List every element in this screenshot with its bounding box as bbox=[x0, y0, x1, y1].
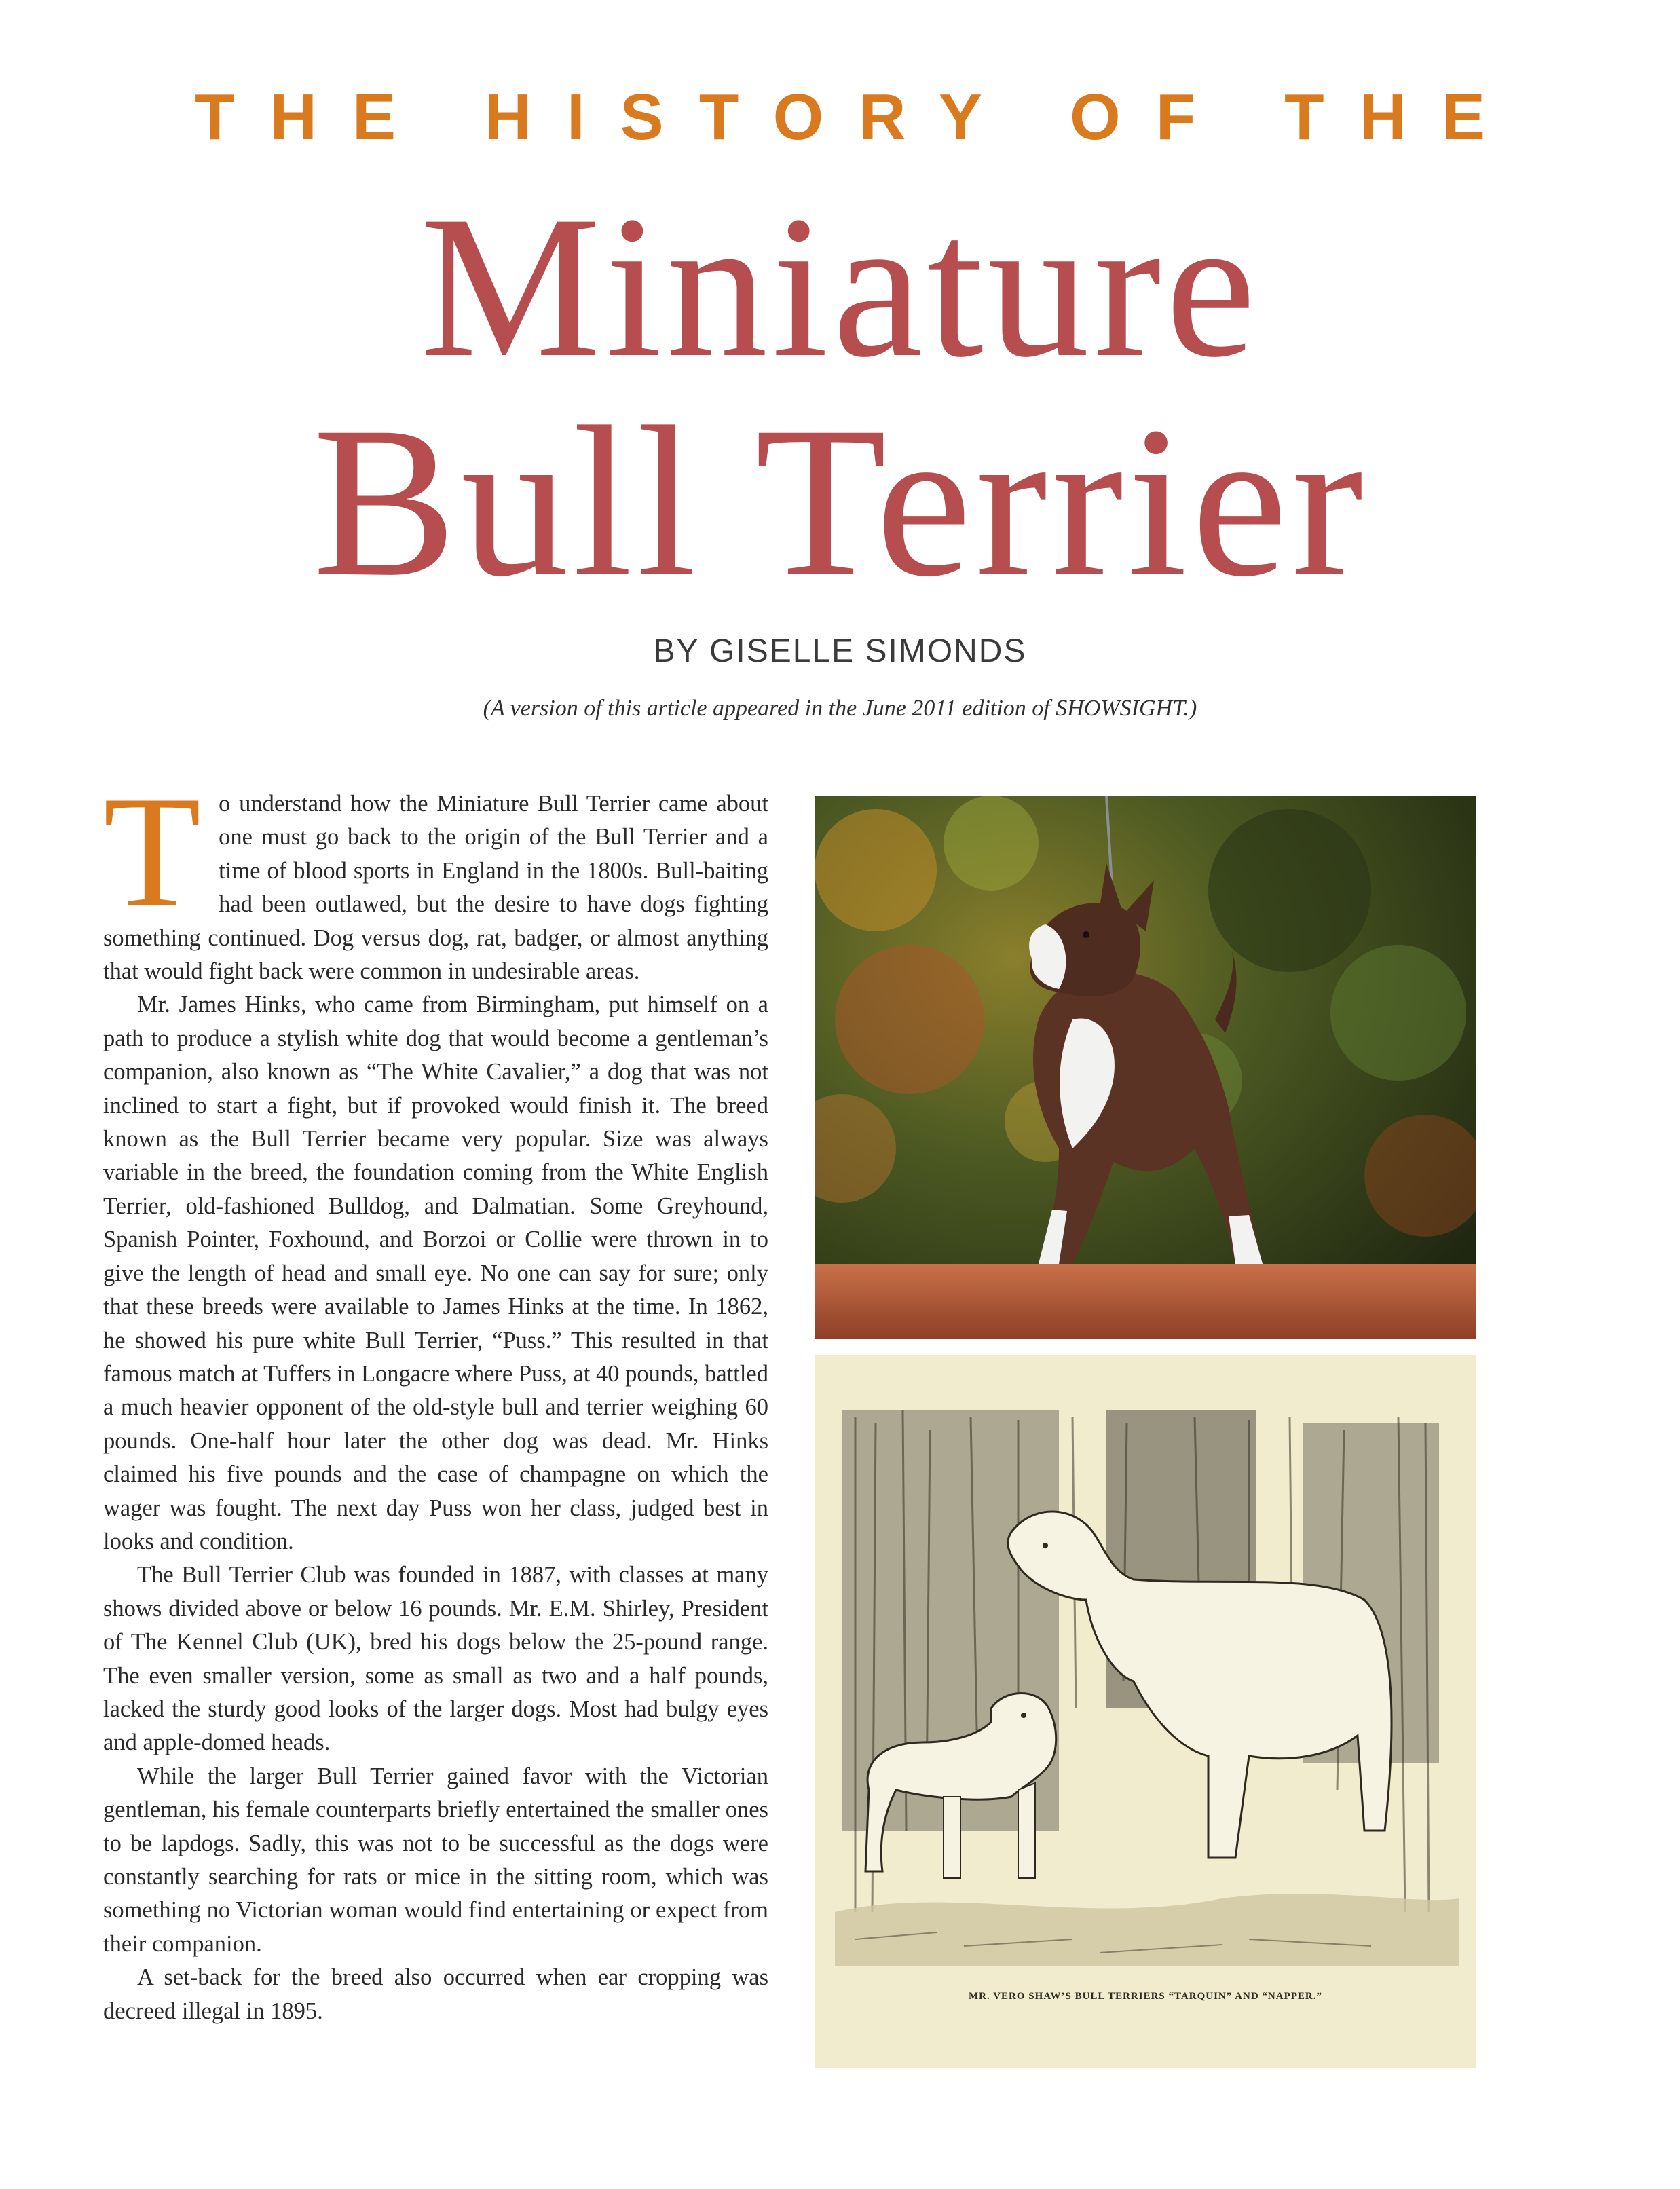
byline: BY GISELLE SIMONDS bbox=[653, 633, 1027, 669]
article-paragraph-1 bbox=[103, 764, 768, 988]
page-title-line-2: Bull Terrier bbox=[312, 382, 1368, 621]
bull-terrier-photo-illustration bbox=[815, 796, 1476, 1339]
kicker-heading: THE HISTORY OF THE bbox=[195, 81, 1520, 153]
victorian-engraving-illustration bbox=[815, 1355, 1476, 2068]
article-paragraph-5: A set-back for the breed also occurred when ear cropping was decreed illegal in 1895. bbox=[103, 1964, 768, 2024]
engraving-caption: MR. VERO SHAW’S BULL TERRIERS “TARQUIN” AND “NAPPER.” bbox=[969, 1991, 1322, 2002]
publication-note: (A version of this article appeared in the June 2011 edition of SHOWSIGHT.) bbox=[483, 696, 1197, 721]
drop-cap: T bbox=[103, 764, 202, 941]
article-body bbox=[103, 764, 768, 2028]
article-paragraph-4: While the larger Bull Terrier gained favor with the Victorian gentleman, his female counterparts briefly entertained the smaller ones to be lapdogs. Sadly, this was not to be successful as the dogs were constantly searching for rats or mice in the sitting room, which was something no Victorian woman would find entertaining or expect from their companion. bbox=[103, 1763, 768, 1957]
page-title-line-1: Miniature bbox=[419, 174, 1260, 399]
article-paragraph-3: The Bull Terrier Club was founded in 1887, with classes at many shows divided above or below 16 pounds. Mr. E.M. Shirley, President of The Kennel Club (UK), bred his dogs below the 25-pound range. The even smaller version, some as small as two and a half pounds, lacked the sturdy good looks of the larger dogs. Most had bulgy eyes and apple-domed heads. bbox=[103, 1562, 768, 1756]
article-paragraph-2: Mr. James Hinks, who came from Birmingham, put himself on a path to produce a stylish white dog that would become a gentleman’s companion, also known as “The White Cavalier,” a dog that was not inclined to start a fight, but if provoked would finish it. The breed known as the Bull Terrier became very popular. Size was always variable in the breed, the foundation coming from the White English Terrier, old-fashioned Bulldog, and Dalmatian. Some Greyhound, Spanish Pointer, Foxhound, and Borzoi or Collie were thrown in to give the length of head and small eye. No one can say for sure; only that these breeds were available to James Hinks at the time. In 1862, he showed his pure white Bull Terrier, “Puss.” This resulted in that famous match at Tuffers in Longacre where Puss, at 40 pounds, battled a much heavier opponent of the old-style bull and terrier weighing 60 pounds. One-half hour later the other dog was dead. Mr. Hinks claimed his five pounds and the case of champagne on which the wager was fought. The next day Puss won her class, judged best in looks and condition. bbox=[103, 992, 768, 1554]
engraving-artwork bbox=[815, 1355, 1476, 2068]
bull-terrier-photo bbox=[815, 796, 1476, 1339]
paragraph-1-text: o understand how the Miniature Bull Terrier came about one must go back to the origin of the Bull Terrier and a time of blood sports in England in the 1800s. Bull-baiting had been outlawed, but the desire to have dogs fighting something continued. Dog versus dog, rat, badger, or almost anything that would fight back were common in undesirable areas. bbox=[103, 791, 768, 985]
